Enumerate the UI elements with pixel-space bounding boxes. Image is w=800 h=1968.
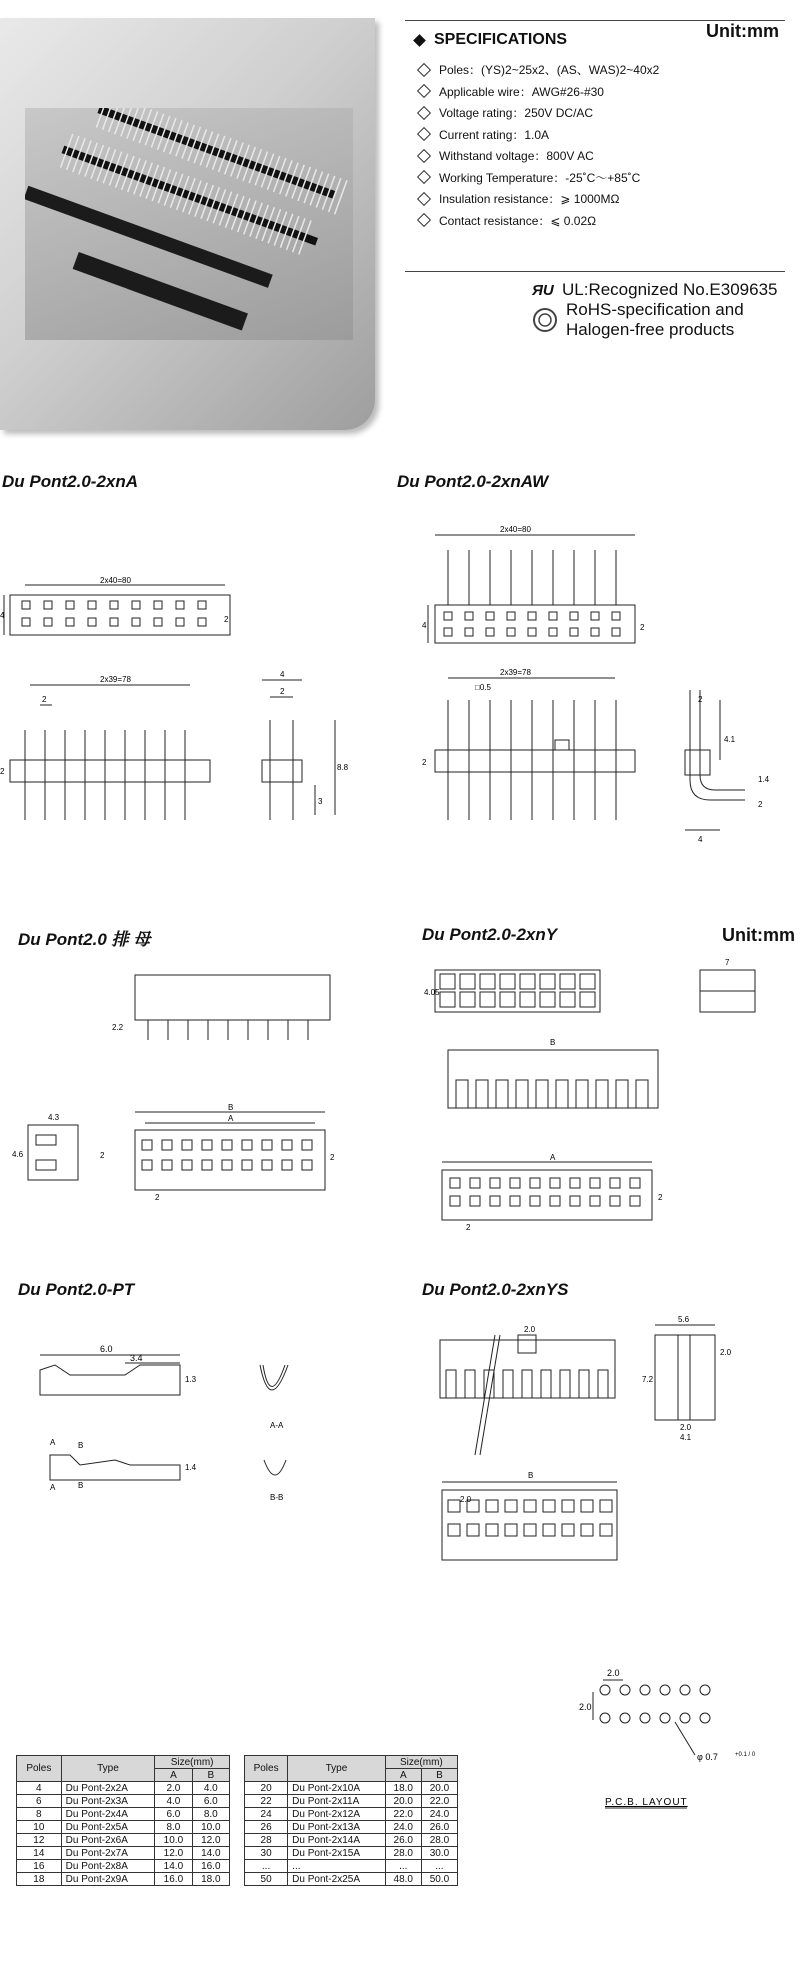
section-y-unit: Unit:mm	[722, 925, 795, 945]
dim-label: 2	[640, 623, 645, 632]
cell-size-b: 10.0	[192, 1821, 229, 1834]
dim-label: 6.0	[100, 1344, 113, 1354]
dim-label: 4	[422, 621, 427, 630]
pin-header-illustration	[25, 108, 353, 340]
cell-type: Du Pont-2x10A	[288, 1782, 386, 1795]
dim-label: 7.2	[642, 1375, 654, 1384]
dim-label: 4.1	[724, 735, 736, 744]
product-photo-panel	[0, 18, 375, 430]
cell-type: Du Pont-2x14A	[288, 1834, 386, 1847]
col-header-a: A	[385, 1769, 421, 1782]
specifications-block	[405, 20, 785, 271]
cell-type: Du Pont-2x7A	[61, 1847, 155, 1860]
dim-label: 1.3	[185, 1375, 197, 1384]
ul-text: UL:Recognized No.E309635	[562, 280, 778, 299]
cell-poles: 20	[245, 1782, 288, 1795]
spec-divider	[405, 271, 785, 272]
dim-label: 5.6	[678, 1315, 690, 1324]
diamond-outline-icon	[417, 192, 431, 206]
spec-text: Insulation resistance：⩾ 1000MΩ	[439, 192, 620, 207]
cell-size-a: 4.0	[155, 1795, 192, 1808]
drawing-pt-terminal	[30, 1340, 360, 1530]
cell-size-a: 10.0	[155, 1834, 192, 1847]
dim-label: A	[228, 1114, 234, 1123]
section-title-ys: Du Pont2.0-2xnYS	[422, 1280, 569, 1299]
cell-poles: 12	[17, 1834, 62, 1847]
dim-label: 3	[318, 797, 323, 806]
dim-label: 4.6	[12, 1150, 24, 1159]
spec-item	[415, 167, 659, 189]
table-row	[245, 1873, 458, 1886]
section-title-pt: Du Pont2.0-PT	[18, 1280, 135, 1299]
col-header-type: Type	[61, 1756, 155, 1782]
cell-poles: 26	[245, 1821, 288, 1834]
dim-label: 2.2	[112, 1023, 124, 1032]
spec-title: SPECIFICATIONS	[434, 31, 568, 48]
drawing-2xnys	[420, 1310, 800, 1570]
dim-label: A	[550, 1153, 556, 1162]
cell-size-b: 26.0	[421, 1821, 457, 1834]
table-row	[17, 1873, 230, 1886]
cell-poles: 28	[245, 1834, 288, 1847]
col-header-size: Size(mm)	[155, 1756, 230, 1769]
cell-type: Du Pont-2x13A	[288, 1821, 386, 1834]
dim-label: B	[78, 1481, 84, 1490]
spec-text: Current rating：1.0A	[439, 127, 550, 142]
cell-size-a: 28.0	[385, 1847, 421, 1860]
dim-label: 4.05	[424, 988, 440, 997]
ul-logo-icon: ЯU	[532, 281, 554, 299]
cell-type: Du Pont-2x11A	[288, 1795, 386, 1808]
pcb-layout	[575, 1660, 790, 1820]
table-row	[17, 1860, 230, 1873]
col-header-b: B	[421, 1769, 457, 1782]
poles-table-left	[16, 1755, 230, 1886]
dim-label: 2	[422, 758, 427, 767]
cell-poles: 30	[245, 1847, 288, 1860]
dim-label: 2	[224, 615, 229, 624]
cell-size-a: 18.0	[385, 1782, 421, 1795]
spec-item	[415, 210, 659, 232]
cell-poles: 14	[17, 1847, 62, 1860]
table-row	[17, 1821, 230, 1834]
diamond-outline-icon	[417, 170, 431, 184]
dim-label: 2	[698, 695, 703, 704]
col-header-poles: Poles	[245, 1756, 288, 1782]
spec-item	[415, 81, 659, 103]
spec-item	[415, 145, 659, 167]
dim-label: 2.0	[460, 1495, 472, 1504]
dim-label: 4.1	[680, 1433, 692, 1442]
drawing-female-header	[0, 960, 400, 1240]
cell-poles: 24	[245, 1808, 288, 1821]
dim-label: 2	[280, 687, 285, 696]
dim-label: +0.1 / 0	[735, 1752, 756, 1758]
table-row	[17, 1834, 230, 1847]
spec-text: Withstand voltage：800V AC	[439, 149, 594, 164]
dim-label: 2	[0, 767, 5, 776]
cell-size-b: 8.0	[192, 1808, 229, 1821]
cell-type: ...	[288, 1860, 386, 1873]
col-header-a: A	[155, 1769, 192, 1782]
dim-label: 4	[0, 611, 5, 620]
dim-label: B	[228, 1103, 234, 1112]
dim-label: 3.4	[130, 1353, 143, 1363]
dim-label: 2	[100, 1151, 105, 1160]
spec-text: Applicable wire：AWG#26-#30	[439, 84, 604, 99]
cell-poles: 6	[17, 1795, 62, 1808]
diamond-icon	[413, 34, 426, 47]
dim-label: 1.4	[185, 1463, 197, 1472]
cell-type: Du Pont-2x12A	[288, 1808, 386, 1821]
cell-size-b: 4.0	[192, 1782, 229, 1795]
cell-size-b: 28.0	[421, 1834, 457, 1847]
dim-label: 2.0	[524, 1325, 536, 1334]
diamond-outline-icon	[417, 106, 431, 120]
cell-size-a: 14.0	[155, 1860, 192, 1873]
cell-size-a: 48.0	[385, 1873, 421, 1886]
dim-label: 4	[698, 835, 703, 844]
dim-label: 4	[280, 670, 285, 679]
dim-label: B	[78, 1441, 84, 1450]
cell-size-a: 16.0	[155, 1873, 192, 1886]
spec-item	[415, 59, 659, 81]
section-title-y: Du Pont2.0-2xnY	[422, 925, 558, 944]
table-row	[245, 1821, 458, 1834]
dim-label: 2x40=80	[500, 525, 531, 534]
cell-type: Du Pont-2x5A	[61, 1821, 155, 1834]
col-header-size: Size(mm)	[385, 1756, 457, 1769]
rohs-logo-icon	[532, 307, 558, 333]
dim-label: 2x40=80	[100, 576, 131, 585]
table-row	[245, 1834, 458, 1847]
spec-text: Voltage rating：250V DC/AC	[439, 106, 594, 121]
cell-size-a: 22.0	[385, 1808, 421, 1821]
cell-size-b: ...	[421, 1860, 457, 1873]
cell-poles: 4	[17, 1782, 62, 1795]
cell-type: Du Pont-2x9A	[61, 1873, 155, 1886]
dim-label: 2x39=78	[100, 675, 131, 684]
drawing-2xnaw	[400, 520, 800, 850]
cell-size-a: 6.0	[155, 1808, 192, 1821]
dim-label: □0.5	[475, 683, 491, 692]
cell-size-b: 30.0	[421, 1847, 457, 1860]
cell-type: Du Pont-2x6A	[61, 1834, 155, 1847]
dim-label: 2	[155, 1193, 160, 1202]
cell-poles: 50	[245, 1873, 288, 1886]
dim-label: 2.0	[607, 1668, 620, 1678]
cell-size-b: 22.0	[421, 1795, 457, 1808]
diamond-outline-icon	[417, 63, 431, 77]
table-row	[245, 1782, 458, 1795]
table-row	[245, 1808, 458, 1821]
cell-size-a: 26.0	[385, 1834, 421, 1847]
cell-size-a: 24.0	[385, 1821, 421, 1834]
cell-type: Du Pont-2x4A	[61, 1808, 155, 1821]
cell-size-a: ...	[385, 1860, 421, 1873]
dim-label: 2	[658, 1193, 663, 1202]
cell-type: Du Pont-2x25A	[288, 1873, 386, 1886]
cell-poles: ...	[245, 1860, 288, 1873]
diamond-outline-icon	[417, 127, 431, 141]
cell-size-a: 2.0	[155, 1782, 192, 1795]
certifications	[532, 280, 792, 340]
col-header-poles: Poles	[17, 1756, 62, 1782]
spec-text: Working Temperature：-25˚C～+85˚C	[439, 170, 641, 185]
drawing-2xny	[420, 950, 800, 1250]
table-row	[17, 1847, 230, 1860]
rohs-line-1: RoHS-specification and	[566, 300, 744, 319]
cell-size-b: 18.0	[192, 1873, 229, 1886]
cell-size-b: 16.0	[192, 1860, 229, 1873]
dim-label: 2	[330, 1153, 335, 1162]
unit-label: Unit:mm	[706, 21, 779, 41]
cell-size-b: 6.0	[192, 1795, 229, 1808]
table-row	[245, 1847, 458, 1860]
cell-size-b: 20.0	[421, 1782, 457, 1795]
rohs-line-2: Halogen-free products	[566, 320, 735, 339]
cell-poles: 16	[17, 1860, 62, 1873]
cell-size-b: 14.0	[192, 1847, 229, 1860]
dim-label: A	[50, 1483, 56, 1492]
cell-size-b: 24.0	[421, 1808, 457, 1821]
table-row	[245, 1860, 458, 1873]
dim-label: B-B	[270, 1493, 284, 1502]
section-title-aw: Du Pont2.0-2xnAW	[397, 472, 549, 491]
dim-label: A	[50, 1438, 56, 1447]
diamond-outline-icon	[417, 213, 431, 227]
dim-label: B	[550, 1038, 556, 1047]
poles-table-right	[244, 1755, 458, 1886]
dim-label: 2	[466, 1223, 471, 1232]
cell-size-a: 8.0	[155, 1821, 192, 1834]
diamond-outline-icon	[417, 149, 431, 163]
drawing-2xna	[0, 560, 380, 830]
cell-poles: 10	[17, 1821, 62, 1834]
dim-label: 2	[42, 695, 47, 704]
cell-type: Du Pont-2x3A	[61, 1795, 155, 1808]
dim-label: φ 0.7	[697, 1752, 718, 1762]
section-title-a: Du Pont2.0-2xnA	[2, 472, 139, 491]
dim-label: 2.0	[579, 1702, 592, 1712]
dim-label: 7	[725, 958, 730, 967]
cell-size-b: 12.0	[192, 1834, 229, 1847]
section-title-female: Du Pont2.0 排 母	[18, 930, 151, 949]
cell-type: Du Pont-2x15A	[288, 1847, 386, 1860]
spec-item	[415, 102, 659, 124]
dim-label: A-A	[270, 1421, 284, 1430]
cell-poles: 8	[17, 1808, 62, 1821]
dim-label: 2.0	[680, 1423, 692, 1432]
table-row	[17, 1795, 230, 1808]
top-view-body	[10, 595, 230, 635]
table-row	[17, 1808, 230, 1821]
dim-label: B	[528, 1471, 534, 1480]
col-header-b: B	[192, 1769, 229, 1782]
pcb-layout-label: P.C.B. LAYOUT	[605, 1797, 688, 1808]
spec-text: Poles：(YS)2~25x2、(AS、WAS)2~40x2	[439, 63, 660, 78]
cell-size-a: 12.0	[155, 1847, 192, 1860]
dim-label: 2x39=78	[500, 668, 531, 677]
product-photo	[25, 108, 353, 340]
cell-size-b: 50.0	[421, 1873, 457, 1886]
col-header-type: Type	[288, 1756, 386, 1782]
diamond-outline-icon	[417, 84, 431, 98]
table-row	[17, 1782, 230, 1795]
spec-list	[415, 59, 659, 231]
dim-label: 2.0	[720, 1348, 732, 1357]
cell-poles: 22	[245, 1795, 288, 1808]
dim-label: 4.3	[48, 1113, 60, 1122]
dim-label: 8.8	[337, 763, 349, 772]
dim-label: 1.4	[758, 775, 770, 784]
spec-text: Contact resistance：⩽ 0.02Ω	[439, 213, 597, 228]
cell-type: Du Pont-2x2A	[61, 1782, 155, 1795]
dim-label: 2	[758, 800, 763, 809]
spec-item	[415, 124, 659, 146]
cell-size-a: 20.0	[385, 1795, 421, 1808]
cell-type: Du Pont-2x8A	[61, 1860, 155, 1873]
table-row	[245, 1795, 458, 1808]
spec-item	[415, 188, 659, 210]
cell-poles: 18	[17, 1873, 62, 1886]
